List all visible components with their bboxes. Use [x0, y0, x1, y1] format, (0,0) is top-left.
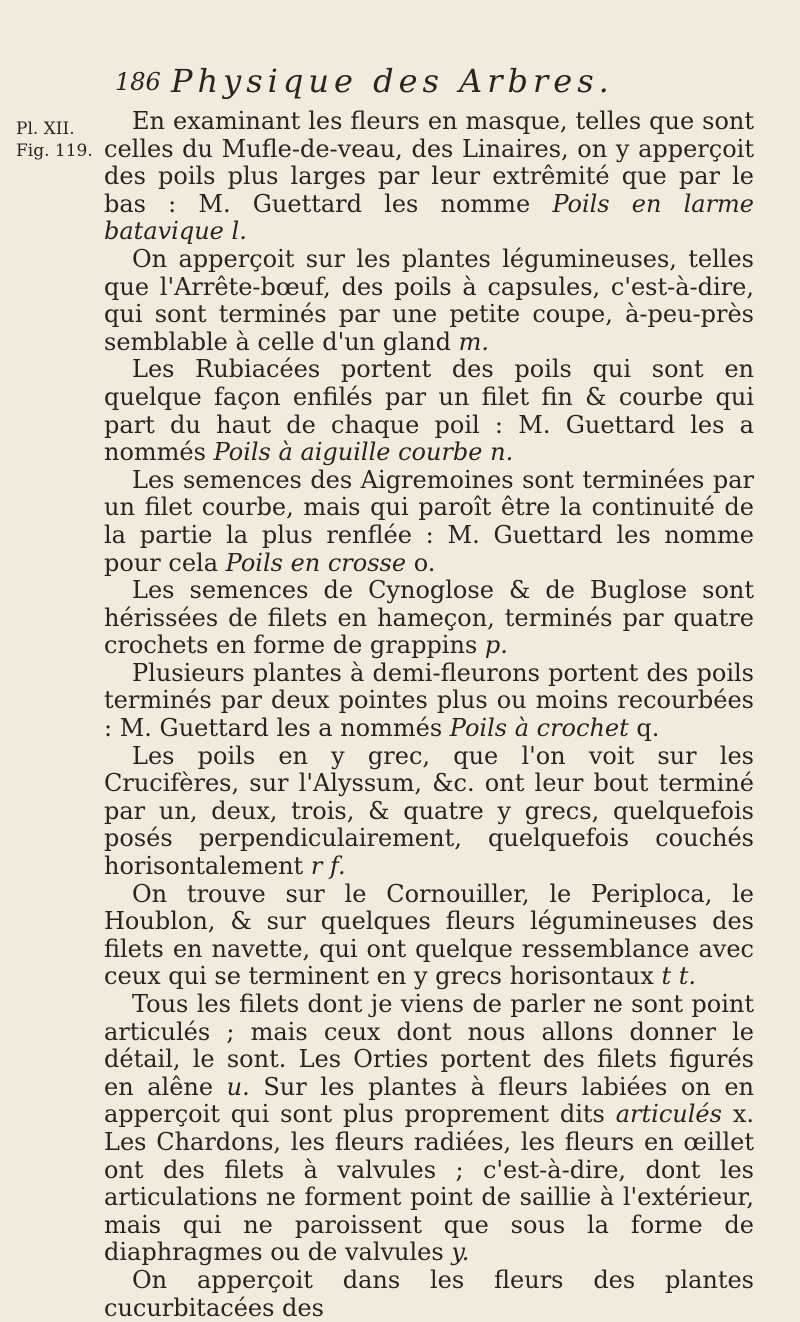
paragraph	[104, 881, 754, 991]
text-run: x. Les Chardons, les fleurs radiées, les fleurs en œillet ont des filets à valvules ; c'est-à-dire, dont les articulations ne forment point de saillie à l'extérieur, mais qui ne paroissent que sous la forme de diaphragmes ou de valvules	[104, 1100, 754, 1267]
text-run: o.	[406, 548, 436, 577]
text-run: p.	[484, 631, 508, 660]
margin-reference	[16, 118, 93, 162]
text-run: Plusieurs plantes à demi-fleurons portent des poils terminés par deux pointes plus ou moins recourbées : M. Guettard les a nommés	[104, 658, 754, 743]
body-text	[104, 108, 754, 1322]
text-run: Les poils en y grec, que l'on voit sur les Crucifères, sur l'Alyssum, &c. ont leur bout terminé par un, deux, trois, & quatre y grecs, quelquefois posés perpendiculairement, quelquefois couchés horisontalement	[104, 741, 754, 881]
text-run: Poils à aiguille courbe n.	[213, 438, 514, 467]
paragraph	[104, 108, 754, 246]
text-run: On apperçoit dans les fleurs des plantes cucurbitacées des	[104, 1265, 754, 1322]
page-number: 186	[115, 68, 161, 96]
text-run: Tous les filets dont je viens de parler ne sont point articulés ; mais ceux dont nous allons donner le détail, le sont. Les Orties portent des filets figurés en alêne	[104, 990, 754, 1101]
paragraph	[104, 743, 754, 881]
text-run: Poils en crosse	[225, 548, 407, 577]
text-run: r f.	[310, 852, 346, 881]
paragraph	[104, 246, 754, 356]
page-header	[115, 58, 715, 98]
text-run: q.	[628, 714, 660, 743]
text-run: Les semences des Aigremoines sont terminées par un filet courbe, mais qui paroît être la continuité de la partie la plus renflée : M. Guettard les nomme pour cela	[104, 465, 754, 577]
paragraph	[104, 991, 754, 1267]
text-run: Poils en larme batavique l.	[104, 189, 754, 246]
text-run: u.	[226, 1072, 250, 1101]
figure-reference: Fig. 119.	[16, 141, 93, 161]
text-run: En examinant les fleurs en masque, telles que sont celles du Mufle-de-veau, des Linaires, on y apperçoit des poils plus larges par leur extrêmité que par le bas : M. Guettard les nomme	[104, 107, 754, 218]
plate-reference: Pl. XII.	[16, 119, 75, 139]
text-run: On trouve sur le Cornouiller, le Periploca, le Houblon, & sur quelques fleurs légumineuses des filets en navette, qui ont quelque ressemblance avec ceux qui se terminent en y grecs horisontaux	[104, 879, 754, 991]
paragraph	[104, 577, 754, 660]
paragraph	[104, 660, 754, 743]
text-run: articulés	[615, 1100, 722, 1129]
running-title: Physique des Arbres.	[171, 62, 614, 100]
text-run: Les semences de Cynoglose & de Buglose sont hérissées de filets en hameçon, terminés par quatre crochets en forme de grappins	[104, 576, 754, 660]
text-run: m.	[458, 327, 489, 356]
text-run: t t.	[661, 962, 696, 991]
text-run: On apperçoit sur les plantes légumineuses, telles que l'Arrête-bœuf, des poils à capsules, c'est-à-dire, qui sont terminés par une petite coupe, à-peu-près semblable à celle d'un gland	[104, 244, 754, 356]
text-run: y.	[451, 1238, 470, 1267]
paragraph	[104, 356, 754, 466]
text-run: Les Rubiacées portent des poils qui sont en quelque façon enfilés par un filet fin & courbe qui part du haut de chaque poil : M. Guettard les a nommés	[104, 355, 754, 467]
paragraph	[104, 1267, 754, 1322]
text-run: Sur les plantes à fleurs labiées on en apperçoit qui sont plus proprement dits	[104, 1072, 754, 1129]
paragraph	[104, 467, 754, 577]
text-run: Poils à crochet	[449, 714, 629, 743]
